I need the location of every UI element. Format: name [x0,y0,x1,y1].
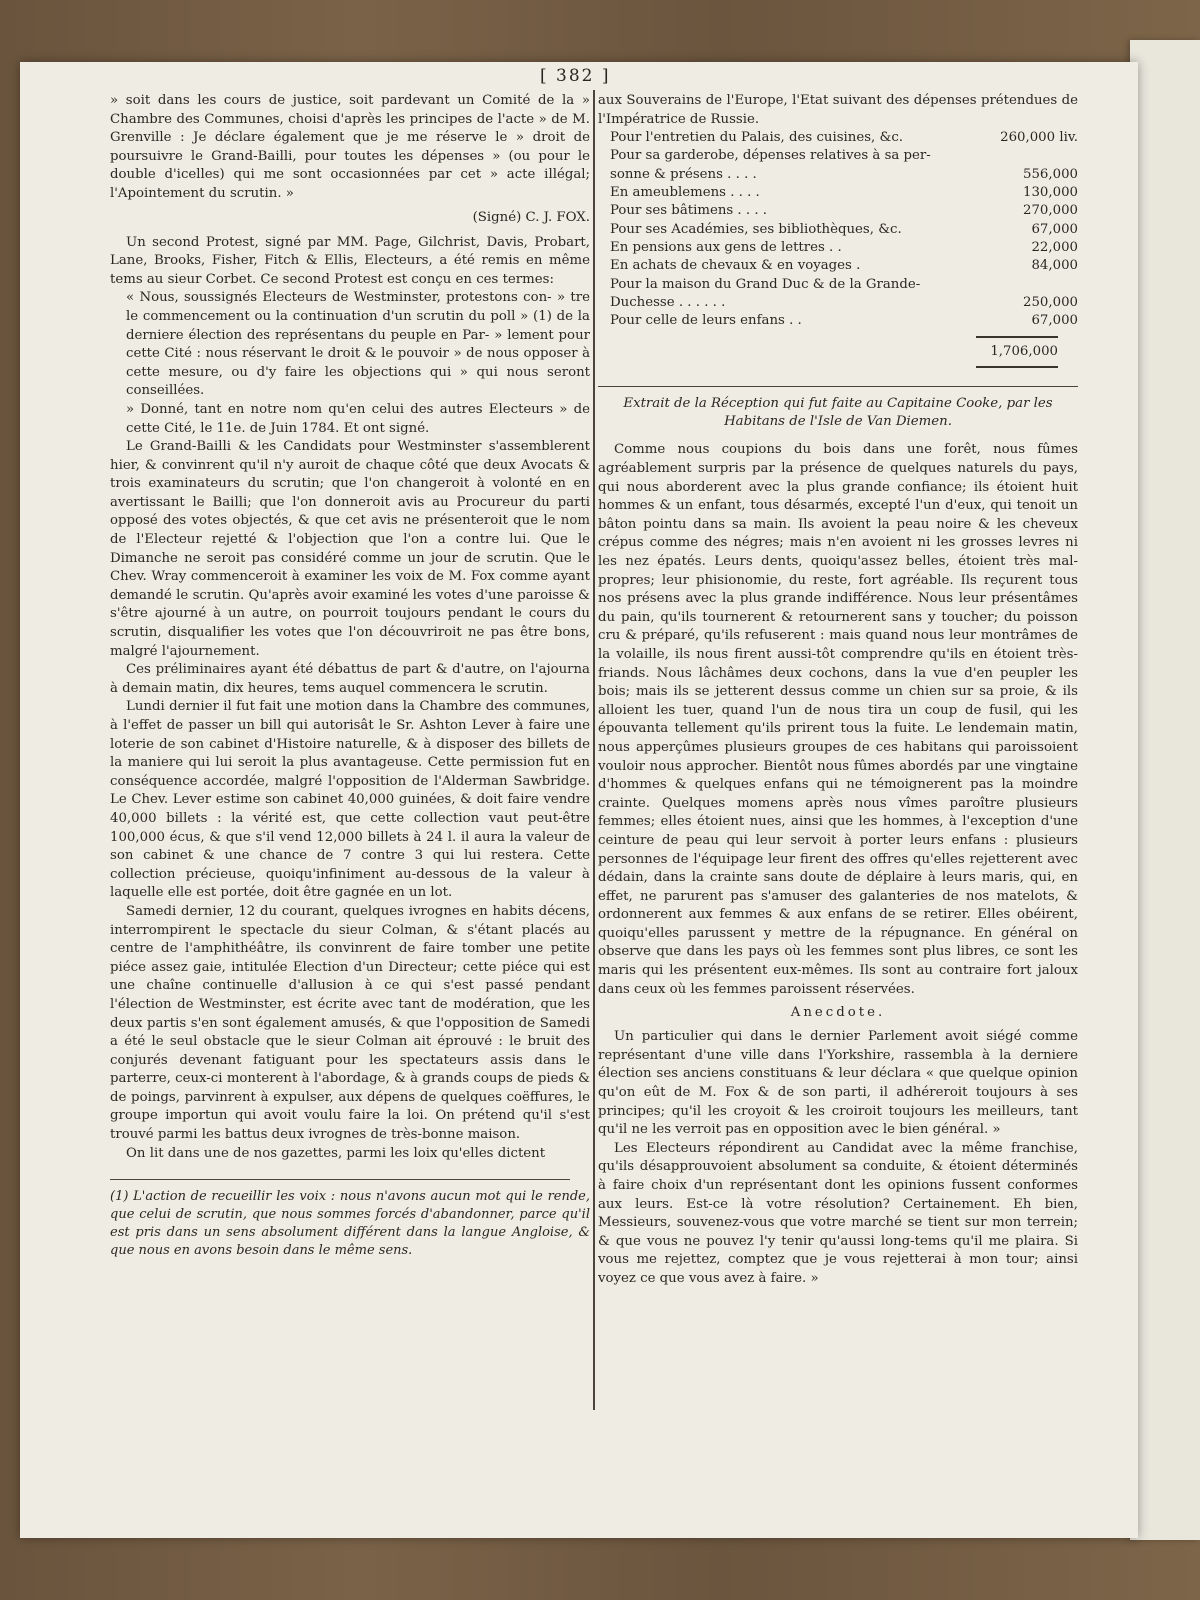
paragraph-second-protest: Un second Protest, signé par MM. Page, Gilchrist, Davis, Probart, Lane, Brooks, Fisher, Fitch & Ellis, Electeurs, a été remis en même tems au sieur Corbet. Ce second Protest est conçu en ces termes: [110,234,590,287]
expense-row: Pour la maison du Grand Duc & de la Grande- [610,276,921,292]
expense-row: Pour sa garderobe, dépenses relatives à sa per- [610,148,931,164]
paragraph-protest-end: » soit dans les cours de justice, soit pardevant un Comité de la » Chambre des Communes, choisi d'après les principes de l'acte » de M. Grenville : Je déclare également que je me réserve le » droit de poursuivre le Grand-Bailli, pour toutes les dépenses » (ou pour le double d'icelles) qui me sont occasionnées par cet » acte illégal; l'Apointement du scrutin. » [110,93,590,201]
column-divider [593,90,595,1410]
paragraph-russia-intro: aux Souverains de l'Europe, l'Etat suivant des dépenses prétendues de l'Impératrice de Russie. [598,93,1078,127]
left-column [110,92,590,1260]
anecdote-heading: Anecdote. [790,1005,886,1021]
footnote-rule [110,1179,570,1180]
quote-given: » Donné, tant en notre nom qu'en celui des autres Electeurs » de cette Cité, le 11e. de Juin 1784. Et ont signé. [126,401,590,436]
expense-total: 1,706,000 [990,344,1058,360]
expense-row: Pour celle de leurs enfans . . 67,000 [610,313,1078,329]
expense-row: En achats de chevaux & en voyages . 84,000 [610,258,1078,274]
total-rule-bottom [976,366,1058,368]
paragraph-colman-theatre: Samedi dernier, 12 du courant, quelques ivrognes en habits décens, interrompirent le spectacle du sieur Colman, & s'étant placés au centre de l'amphithéâtre, ils convinrent de faire tomber une petite piéce assez gaie, intitulée Election d'un Directeur; cette piéce qui est une chaîne continuelle d'allusion à ce qui s'est passé pendant l'élection de Westminster, est écrite avec tant de modération, que les deux partis s'en sont également amusés, & que l'opposition de Samedi a été le seul obstacle que le sieur Colman ait éprouvé : le bruit des conjurés devenant fatiguant pour les spectateurs assis dans le parterre, ceux-ci monterent à l'abordage, & à grands coups de pieds & de poings, parvinrent à expulser, aux dépens de quelques coëffures, le groupe importun qui avoit voulu faire la loi. On prétend qu'il s'est trouvé parmi les battus deux ivrognes de très-bonne maison. [110,903,590,1143]
section-rule [598,386,1078,387]
expense-row: Duchesse . . . . . . 250,000 [610,294,1078,310]
expense-row: En ameublemens . . . . 130,000 [610,185,1078,201]
expense-row: Pour ses Académies, ses bibliothèques, &c. 67,000 [610,221,1078,237]
paragraph-lever-lottery: Lundi dernier il fut fait une motion dans la Chambre des communes, à l'effet de passer un bill qui autorisât le Sr. Ashton Lever à faire une loterie de son cabinet d'Histoire naturelle, & à disposer des billets de la maniere qui lui seroit la plus avantageuse. Cette permission fut en conséquence accordée, malgré l'opposition de l'Alderman Sawbridge. Le Chev. Lever estime son cabinet 40,000 guinées, & doit faire vendre 40,000 billets : la vérité est, que cette collection vaut peut-être 100,000 écus, & que s'il vend 12,000 billets à 24 l. il aura la valeur de son cabinet & une chance de 7 contre 3 qui lui restera. Cette collection précieuse, quoiqu'infiniment au-dessous de la valeur à laquelle elle est portée, doit être gagnée en un lot. [110,699,590,901]
newspaper-page [20,62,1138,1538]
page-number: [ 382 ] [540,66,611,86]
paragraph-van-diemen: Comme nous coupions du bois dans une forêt, nous fûmes agréablement surpris par la présence de quelques naturels du pays, qui nous aborderent avec la plus grande confiance; ils étoient huit hommes & un enfant, tous désarmés, excepté l'un d'eux, qui tenoit un bâton pointu dans sa main. Ils avoient la peau noire & les cheveux crépus comme des négres; mais n'en avoient ni les grosses levres ni les nez épatés. Leurs dents, quoiqu'assez belles, étoient très mal-propres; leur phisionomie, du reste, fort agréable. Ils reçurent tous nos présens avec la plus grande indifférence. Nous leur présentâmes du pain, qu'ils tournerent & retournerent sans y toucher; du poisson cru & préparé, qu'ils refuserent : mais quand nous leur montrâmes de la volaille, ils nous firent aussi-tôt comprendre qu'ils en étoient très-friands. Nous lâchâmes deux cochons, dans la vue d'en peupler les bois; mais ils se jetterent dessus comme un chien sur sa proie, & ils alloient les tuer, quand l'un de nous tira un coup de fusil, qui les épouvanta tellement qu'ils prirent tous la fuite. Le lendemain matin, nous apperçûmes plusieurs groupes de ces habitans qui paroissoient vouloir nous approcher. Bientôt nous fûmes abordés par une vingtaine d'hommes & quelques enfans qui ne témoignerent pas la moindre crainte. Quelques momens après nous vîmes paroître plusieurs femmes; elles étoient nues, ainsi que les hommes, à l'exception d'une ceinture de peau qui leur servoit à porter leurs enfans : plusieurs personnes de l'équipage leur firent des offres qu'elles rejetterent avec dédain, dans la crainte sans doute de déplaire à leurs maris, qui, en effet, ne parurent pas s'amuser des galanteries de nos matelots, & ordonnerent aux femmes & aux enfans de se retirer. Elles obéirent, quoiqu'elles parussent y mettre de la répugnance. En général on observe que dans les pays où les femmes sont plus libres, ce sont les maris qui les présentent eux-mêmes. Ils sont au contraire fort jaloux dans ceux où les femmes paroissent réservées. [598,442,1078,997]
expense-row: sonne & présens . . . . 556,000 [610,166,1078,182]
expense-row: En pensions aux gens de lettres . . 22,000 [610,239,1078,255]
paragraph-preliminaires: Ces préliminaires ayant été débattus de part & d'autre, on l'ajourna à demain matin, dix heures, tems auquel commencera le scrutin. [110,662,590,696]
next-page-edge [1130,40,1200,1540]
section-caption-cooke: Extrait de la Réception qui fut faite au Capitaine Cooke, par les Habitans de l'Isle de Van Diemen. [623,396,1053,430]
paragraph-grand-bailli: Le Grand-Bailli & les Candidats pour Westminster s'assemblerent hier, & convinrent qu'il n'y auroit de chaque côté que deux Avocats & trois examinateurs du scrutin; que l'on changeroit à volonté en en avertissant le Bailli; que l'on donneroit avis au Procureur du parti opposé des votes objectés, & que cet avis ne présenteroit que le nom de l'Electeur rejetté & l'objection que l'on a contre lui. Que le Dimanche ne seroit pas considéré comme un jour de scrutin. Que le Chev. Wray commenceroit à examiner les voix de M. Fox comme ayant demandé le scrutin. Qu'après avoir examiné les votes d'une paroisse & s'être ajourné à un autre, on pourroit toujours pendant le cours du scrutin, disqualifier les votes que l'on découvriroit ne pas être bons, malgré l'ajournement. [110,439,590,659]
quote-protest: « Nous, soussignés Electeurs de Westminster, protestons con- » tre le commencement ou la continuation d'un scrutin du poll » (1) de la derniere élection des représentans du peuple en Par- » lement pour cette Cité : nous réservant le droit & le pouvoir » de nous opposer à cette mesure, ou d'y faire les objections qui » qui nous seront conseillées. [126,290,590,399]
paragraph-anecdote: Un particulier qui dans le dernier Parlement avoit siégé comme représentant d'une ville dans l'Yorkshire, rassembla à la derniere élection ses anciens constituans & leur déclara « que quelque opinion qu'on eût de M. Fox & de son parti, il adhéreroit toujours à ses principes; qu'il les croyoit & les croiroit toujours les meilleurs, tant qu'il ne les verroit pas en opposition avec le bien général. » [598,1029,1078,1138]
paragraph-gazettes: On lit dans une de nos gazettes, parmi les loix qu'elles dictent [126,1145,546,1161]
total-rule-top [976,336,1058,338]
right-column [598,92,1078,1289]
signature-fox: (Signé) C. J. FOX. [472,209,590,225]
expense-row: Pour l'entretien du Palais, des cuisines, &c. 260,000 liv. [610,130,1078,146]
expense-table [598,129,1078,330]
expense-row: Pour ses bâtimens . . . . 270,000 [610,203,1078,219]
footnote: (1) L'action de recueillir les voix : nous n'avons aucun mot qui le rende, que celui de scrutin, que nous sommes forcés d'abandonner, parce qu'il est pris dans un sens absolument différent dans la langue Angloise, & que nous en avons besoin dans le même sens. [110,1189,590,1259]
paragraph-electeurs: Les Electeurs répondirent au Candidat avec la même franchise, qu'ils désapprouvoient absolument sa conduite, & étoient déterminés à faire choix d'un représentant dont les opinions fussent conformes aux leurs. Est-ce là votre résolution? Certainement. Eh bien, Messieurs, souvenez-vous que votre marché se tient sur mon terrein; & que vous ne pouvez l'y tenir qu'aussi long-tems qu'il me plaira. Si vous me rejettez, comptez que je vous rejetterai à mon tour; ainsi voyez ce que vous avez à faire. » [598,1140,1078,1286]
